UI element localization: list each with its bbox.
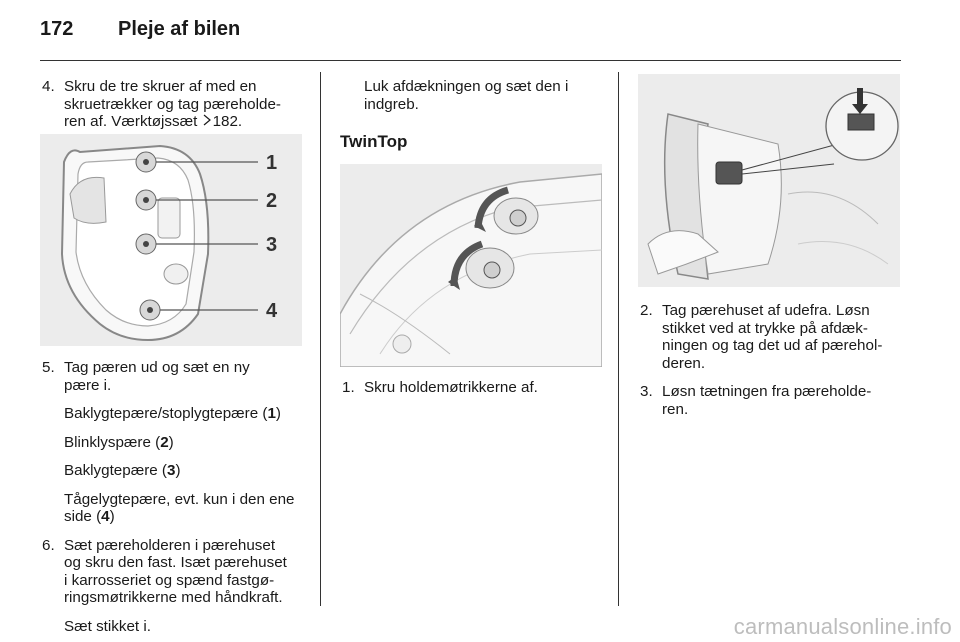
step-text: Skru de tre skruer af med en	[64, 78, 257, 95]
column-2-lower	[340, 379, 610, 397]
bulb-number: 2	[160, 433, 169, 451]
step-4	[40, 78, 310, 131]
step-3	[638, 383, 900, 418]
step-text: pære i.	[64, 376, 112, 394]
step-6	[40, 537, 312, 607]
bulb-number: 3	[166, 462, 176, 479]
step-number: 4.	[42, 78, 55, 95]
intro-text: indgreb.	[364, 95, 419, 113]
step-text: deren.	[662, 354, 706, 372]
step-note: Sæt stikket i.	[64, 617, 151, 635]
bulb-text: side (	[64, 508, 102, 525]
bulb-item	[40, 434, 312, 452]
page-title: Pleje af bilen	[118, 18, 241, 40]
step-number: 2.	[640, 302, 653, 319]
bulb-text: Blinklyspære (	[64, 433, 161, 451]
column-1	[40, 78, 310, 131]
bulb-text: )	[109, 508, 115, 525]
column-2	[340, 78, 610, 151]
arrow-ref-icon	[202, 113, 213, 131]
intro-text: Luk afdækningen og sæt den i	[364, 78, 569, 95]
step-number: 6.	[42, 536, 55, 554]
figure-bulb-housing	[638, 74, 900, 287]
bulb-text: )	[175, 462, 181, 479]
column-separator-1	[320, 72, 321, 606]
figure-trunk-nuts	[340, 164, 602, 367]
step-text: ren af. Værktøjssæt	[64, 113, 202, 130]
column-3	[638, 302, 900, 418]
step-text: i karrosseriet og spænd fastgø-	[64, 571, 275, 589]
step-number: 5.	[42, 359, 55, 376]
bulb-item	[40, 462, 312, 480]
step-text: Sæt pæreholderen i pærehuset	[64, 536, 276, 554]
step-5	[40, 359, 312, 394]
figure-bulb-holder	[40, 134, 302, 346]
step-text: ningen og tag det ud af pærehol-	[662, 337, 883, 354]
header-rule	[40, 60, 901, 61]
step-number: 3.	[640, 383, 653, 400]
callout-label: 2	[266, 190, 278, 212]
step-text: ringsmøtrikkerne med håndkraft.	[64, 589, 283, 606]
section-title: TwinTop	[340, 132, 408, 151]
column-1-lower	[40, 359, 312, 635]
bulb-text: Baklygtepære/stoplygtepære (	[64, 405, 268, 422]
page-header	[40, 18, 240, 41]
bulb-number: 4	[101, 508, 110, 525]
bulb-text: )	[168, 433, 174, 451]
step-text: og skru den fast. Isæt pærehuset	[64, 554, 287, 571]
step-text-ref	[64, 113, 310, 131]
step-text: Tag pærehuset af udefra. Løsn	[662, 302, 870, 319]
bulb-text: )	[275, 405, 281, 422]
step-text: Løsn tætningen fra pæreholde-	[662, 383, 872, 400]
step-2	[638, 302, 900, 372]
step-text: stikket ved at trykke på afdæk-	[662, 319, 868, 337]
bulb-text: Tågelygtepære, evt. kun i den ene	[64, 490, 295, 508]
callout-label: 3	[266, 234, 278, 256]
bulb-text: Baklygtepære (	[64, 462, 167, 479]
bulb-item	[40, 405, 312, 423]
step-number: 1.	[342, 379, 355, 396]
callout-label: 4	[266, 300, 278, 322]
step-text: Skru holdemøtrikkerne af.	[364, 379, 538, 396]
bulb-item	[40, 491, 312, 526]
bulb-number: 1	[267, 405, 276, 422]
step-text: Tag pæren ud og sæt en ny	[64, 359, 250, 376]
step-text: skruetrækker og tag pæreholde-	[64, 95, 281, 113]
callout-label: 1	[266, 152, 278, 174]
page-reference: 182.	[212, 113, 243, 130]
watermark: carmanualsonline.info	[733, 614, 952, 639]
column-separator-2	[618, 72, 619, 606]
step-1	[340, 379, 610, 397]
page-number: 172	[40, 18, 74, 40]
step-text: ren.	[662, 400, 689, 418]
